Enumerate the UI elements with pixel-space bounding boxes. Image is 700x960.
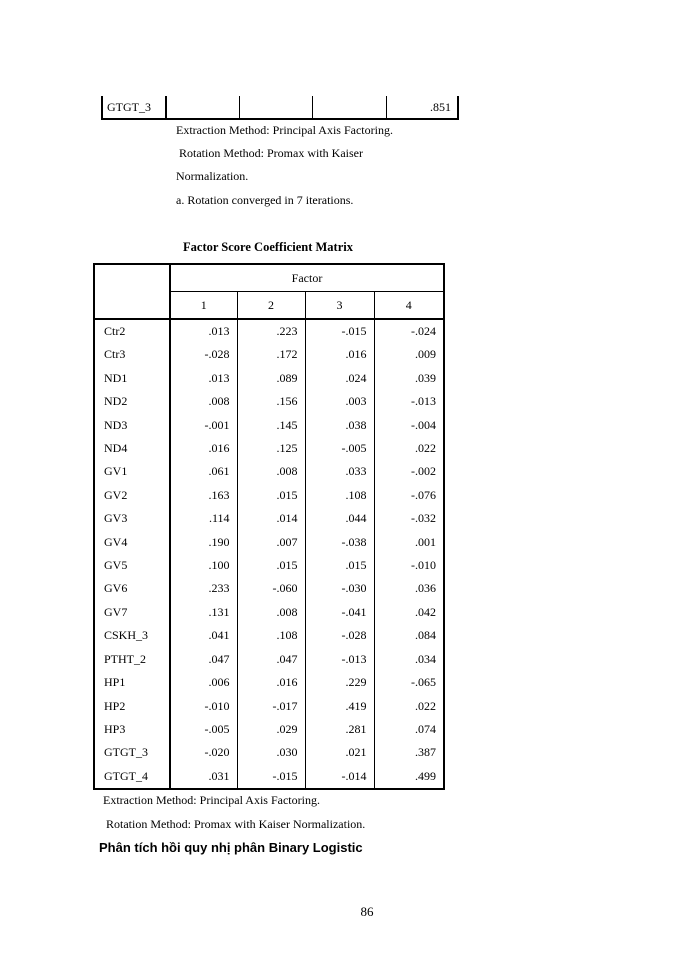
coefficient-cell: .021	[305, 741, 374, 764]
coefficient-cell: .419	[305, 695, 374, 718]
row-label: GV3	[94, 507, 170, 530]
coefficient-cell: .108	[237, 624, 305, 647]
row-label: GV2	[94, 484, 170, 507]
page-number: 86	[360, 904, 374, 919]
coefficient-cell: -.024	[374, 319, 444, 343]
coefficient-cell: .163	[170, 484, 237, 507]
table-row	[94, 343, 444, 366]
coefficient-cell: .145	[237, 414, 305, 437]
table-row	[94, 648, 444, 671]
row-label: GV7	[94, 601, 170, 624]
table-row	[94, 554, 444, 577]
prev-table-fragment	[101, 96, 459, 120]
column-header-2: 2	[237, 292, 305, 320]
row-label: PTHT_2	[94, 648, 170, 671]
coefficient-cell: .009	[374, 343, 444, 366]
coefficient-cell: .016	[237, 671, 305, 694]
table-row	[94, 484, 444, 507]
coefficient-cell: .100	[170, 554, 237, 577]
coefficient-cell: .190	[170, 531, 237, 554]
prev-note-extraction: Extraction Method: Principal Axis Factoring.	[176, 123, 393, 137]
coefficient-cell: .047	[237, 648, 305, 671]
coefficient-cell: .114	[170, 507, 237, 530]
coefficient-cell: .024	[305, 367, 374, 390]
coefficient-cell: .089	[237, 367, 305, 390]
coefficient-cell: .044	[305, 507, 374, 530]
matrix-note-extraction: Extraction Method: Principal Axis Factoring.	[103, 793, 320, 807]
coefficient-cell: .499	[374, 765, 444, 789]
coefficient-cell: .034	[374, 648, 444, 671]
coefficient-cell: -.017	[237, 695, 305, 718]
table-row	[94, 390, 444, 413]
table-row	[94, 695, 444, 718]
row-label: Ctr3	[94, 343, 170, 366]
prev-table-value: .851	[430, 100, 451, 114]
coefficient-cell: -.013	[374, 390, 444, 413]
row-label: GV5	[94, 554, 170, 577]
coefficient-cell: -.020	[170, 741, 237, 764]
prev-note-rotation: Rotation Method: Promax with Kaiser	[179, 146, 363, 160]
coefficient-cell: .022	[374, 695, 444, 718]
coefficient-cell: .036	[374, 577, 444, 600]
coefficient-cell: .074	[374, 718, 444, 741]
coefficient-cell: -.002	[374, 460, 444, 483]
coefficient-cell: .016	[305, 343, 374, 366]
matrix-corner-cell	[94, 264, 170, 319]
table-row	[94, 319, 444, 343]
row-label: GV1	[94, 460, 170, 483]
coefficient-cell: .003	[305, 390, 374, 413]
coefficient-cell: .223	[237, 319, 305, 343]
table-row	[94, 601, 444, 624]
coefficient-cell: -.001	[170, 414, 237, 437]
coefficient-cell: -.065	[374, 671, 444, 694]
table-row	[94, 414, 444, 437]
matrix-header-row	[94, 264, 444, 292]
coefficient-cell: .125	[237, 437, 305, 460]
column-header-3: 3	[305, 292, 374, 320]
coefficient-cell: .031	[170, 765, 237, 789]
row-label: HP3	[94, 718, 170, 741]
coefficient-cell: -.015	[237, 765, 305, 789]
row-label: ND1	[94, 367, 170, 390]
row-label: GTGT_4	[94, 765, 170, 789]
table-row	[94, 577, 444, 600]
coefficient-cell: .006	[170, 671, 237, 694]
coefficient-cell: .015	[305, 554, 374, 577]
coefficient-cell: .387	[374, 741, 444, 764]
table-row	[94, 765, 444, 789]
row-label: ND3	[94, 414, 170, 437]
coefficient-cell: -.038	[305, 531, 374, 554]
table-row	[94, 741, 444, 764]
coefficient-cell: .029	[237, 718, 305, 741]
coefficient-cell: -.028	[305, 624, 374, 647]
coefficient-cell: .042	[374, 601, 444, 624]
coefficient-cell: .016	[170, 437, 237, 460]
coefficient-cell: .030	[237, 741, 305, 764]
coefficient-cell: .001	[374, 531, 444, 554]
prev-table-row-label: GTGT_3	[107, 100, 151, 114]
coefficient-cell: .015	[237, 554, 305, 577]
row-label: GTGT_3	[94, 741, 170, 764]
row-label: CSKH_3	[94, 624, 170, 647]
coefficient-cell: .172	[237, 343, 305, 366]
coefficient-cell: .008	[237, 601, 305, 624]
coefficient-cell: .041	[170, 624, 237, 647]
coefficient-cell: .047	[170, 648, 237, 671]
coefficient-cell: .039	[374, 367, 444, 390]
matrix-note-rotation: Rotation Method: Promax with Kaiser Normalization.	[106, 817, 366, 831]
coefficient-cell: .281	[305, 718, 374, 741]
coefficient-cell: .008	[170, 390, 237, 413]
coefficient-cell: .131	[170, 601, 237, 624]
row-label: ND2	[94, 390, 170, 413]
coefficient-cell: .008	[237, 460, 305, 483]
coefficient-cell: .084	[374, 624, 444, 647]
row-label: HP2	[94, 695, 170, 718]
coefficient-cell: -.032	[374, 507, 444, 530]
table-row	[94, 718, 444, 741]
coefficient-cell: -.004	[374, 414, 444, 437]
coefficient-cell: .013	[170, 367, 237, 390]
prev-note-iterations: a. Rotation converged in 7 iterations.	[176, 193, 354, 207]
coefficient-cell: .013	[170, 319, 237, 343]
row-label: Ctr2	[94, 319, 170, 343]
coefficient-cell: -.060	[237, 577, 305, 600]
coefficient-cell: -.015	[305, 319, 374, 343]
row-label: ND4	[94, 437, 170, 460]
row-label: GV6	[94, 577, 170, 600]
matrix-title: Factor Score Coefficient Matrix	[183, 240, 353, 254]
coefficient-cell: .156	[237, 390, 305, 413]
table-row	[94, 507, 444, 530]
coefficient-cell: .022	[374, 437, 444, 460]
coefficient-cell: .014	[237, 507, 305, 530]
coefficient-cell: -.041	[305, 601, 374, 624]
row-label: HP1	[94, 671, 170, 694]
column-header-1: 1	[170, 292, 237, 320]
coefficient-cell: -.030	[305, 577, 374, 600]
row-label: GV4	[94, 531, 170, 554]
column-header-4: 4	[374, 292, 444, 320]
prev-note-normalization: Normalization.	[176, 169, 249, 183]
coefficient-cell: .038	[305, 414, 374, 437]
coefficient-cell: -.010	[374, 554, 444, 577]
coefficient-cell: .033	[305, 460, 374, 483]
table-row	[94, 367, 444, 390]
coefficient-cell: -.028	[170, 343, 237, 366]
coefficient-cell: .229	[305, 671, 374, 694]
table-row	[94, 460, 444, 483]
coefficient-cell: -.013	[305, 648, 374, 671]
factor-group-header: Factor	[170, 264, 444, 292]
coefficient-cell: .061	[170, 460, 237, 483]
coefficient-cell: .015	[237, 484, 305, 507]
table-row	[94, 437, 444, 460]
factor-score-matrix	[93, 263, 445, 790]
coefficient-cell: .233	[170, 577, 237, 600]
coefficient-cell: .007	[237, 531, 305, 554]
coefficient-cell: -.005	[170, 718, 237, 741]
coefficient-cell: -.076	[374, 484, 444, 507]
section-heading: Phân tích hồi quy nhị phân Binary Logistic	[99, 840, 363, 855]
table-row	[94, 531, 444, 554]
coefficient-cell: -.005	[305, 437, 374, 460]
coefficient-cell: .108	[305, 484, 374, 507]
coefficient-cell: -.010	[170, 695, 237, 718]
table-row	[94, 671, 444, 694]
coefficient-cell: -.014	[305, 765, 374, 789]
table-row	[94, 624, 444, 647]
